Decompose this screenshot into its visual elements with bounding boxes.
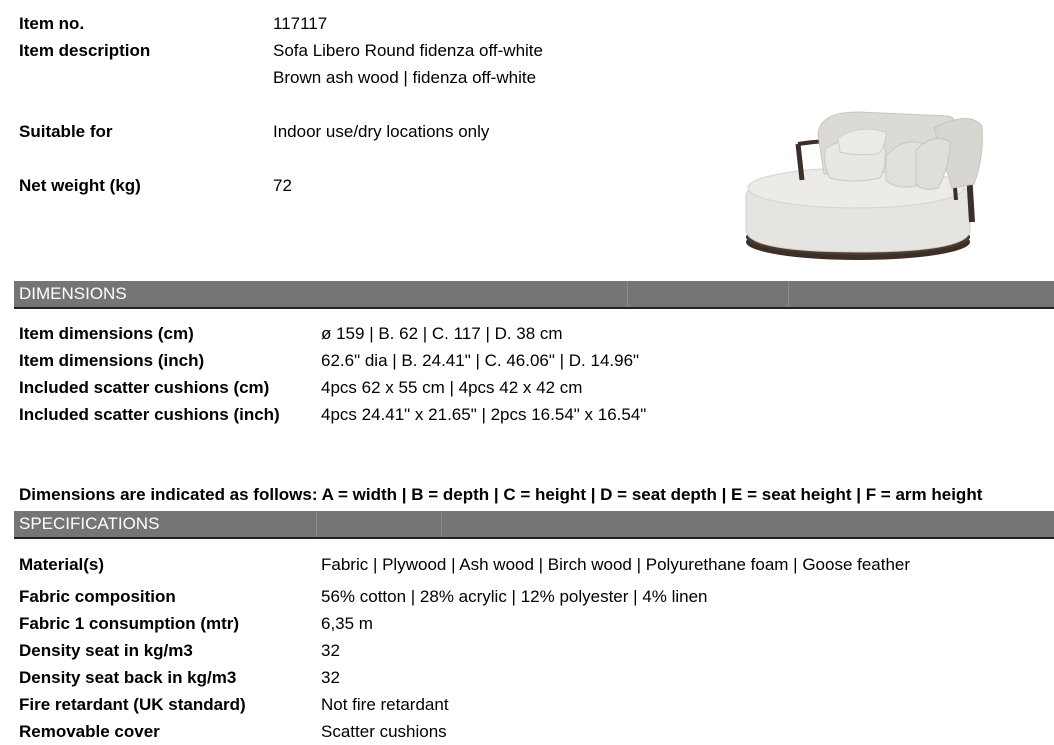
net-weight-value: 72: [273, 176, 292, 195]
dimensions-label: Included scatter cushions (cm): [19, 378, 270, 397]
dimensions-label: Included scatter cushions (inch): [19, 405, 280, 424]
suitable-for-value: Indoor use/dry locations only: [273, 122, 490, 141]
spec-value: Fabric | Plywood | Ash wood | Birch wood | Polyurethane foam | Goose feather: [321, 555, 911, 574]
specifications-title: SPECIFICATIONS: [19, 514, 160, 533]
spec-value: 56% cotton | 28% acrylic | 12% polyester | 4% linen: [321, 587, 708, 606]
item-description-line1: Sofa Libero Round fidenza off-white: [273, 41, 543, 60]
band-divider: [441, 511, 442, 537]
spec-label: Material(s): [19, 555, 105, 574]
spec-label: Density seat back in kg/m3: [19, 668, 237, 687]
spec-value: Not fire retardant: [321, 695, 449, 714]
item-no-label: Item no.: [19, 14, 85, 33]
spec-label: Fabric composition: [19, 587, 176, 606]
specifications-section-header: [14, 511, 1054, 539]
spec-label: Density seat in kg/m3: [19, 641, 193, 660]
dimensions-value: 4pcs 24.41" x 21.65" | 2pcs 16.54" x 16.54": [321, 405, 647, 424]
dimensions-value: 62.6" dia | B. 24.41" | C. 46.06" | D. 14.96": [321, 351, 640, 370]
spec-label: Fire retardant (UK standard): [19, 695, 246, 714]
spec-value: 32: [321, 641, 340, 660]
band-divider: [316, 511, 317, 537]
round-sofa-product-icon: [738, 104, 988, 266]
band-divider: [627, 281, 628, 307]
dimensions-value: 4pcs 62 x 55 cm | 4pcs 42 x 42 cm: [321, 378, 583, 397]
spec-label: Removable cover: [19, 722, 160, 741]
suitable-for-label: Suitable for: [19, 122, 113, 141]
dimensions-label: Item dimensions (cm): [19, 324, 194, 343]
dimensions-title: DIMENSIONS: [19, 284, 127, 303]
spec-value: Scatter cushions: [321, 722, 447, 741]
dimensions-section-header: [14, 281, 1054, 309]
dimensions-value: ø 159 | B. 62 | C. 117 | D. 38 cm: [321, 324, 563, 343]
band-divider: [788, 281, 789, 307]
dimensions-legend-note: Dimensions are indicated as follows: A = width | B = depth | C = height | D = seat depth | E = seat height | F = arm height: [19, 485, 983, 504]
dimensions-label: Item dimensions (inch): [19, 351, 205, 370]
item-no-value: 117117: [273, 14, 328, 33]
spec-value: 6,35 m: [321, 614, 373, 633]
spec-label: Fabric 1 consumption (mtr): [19, 614, 240, 633]
item-description-label: Item description: [19, 41, 151, 60]
item-description-line2: Brown ash wood | fidenza off-white: [273, 68, 537, 87]
spec-value: 32: [321, 668, 340, 687]
net-weight-label: Net weight (kg): [19, 176, 141, 195]
